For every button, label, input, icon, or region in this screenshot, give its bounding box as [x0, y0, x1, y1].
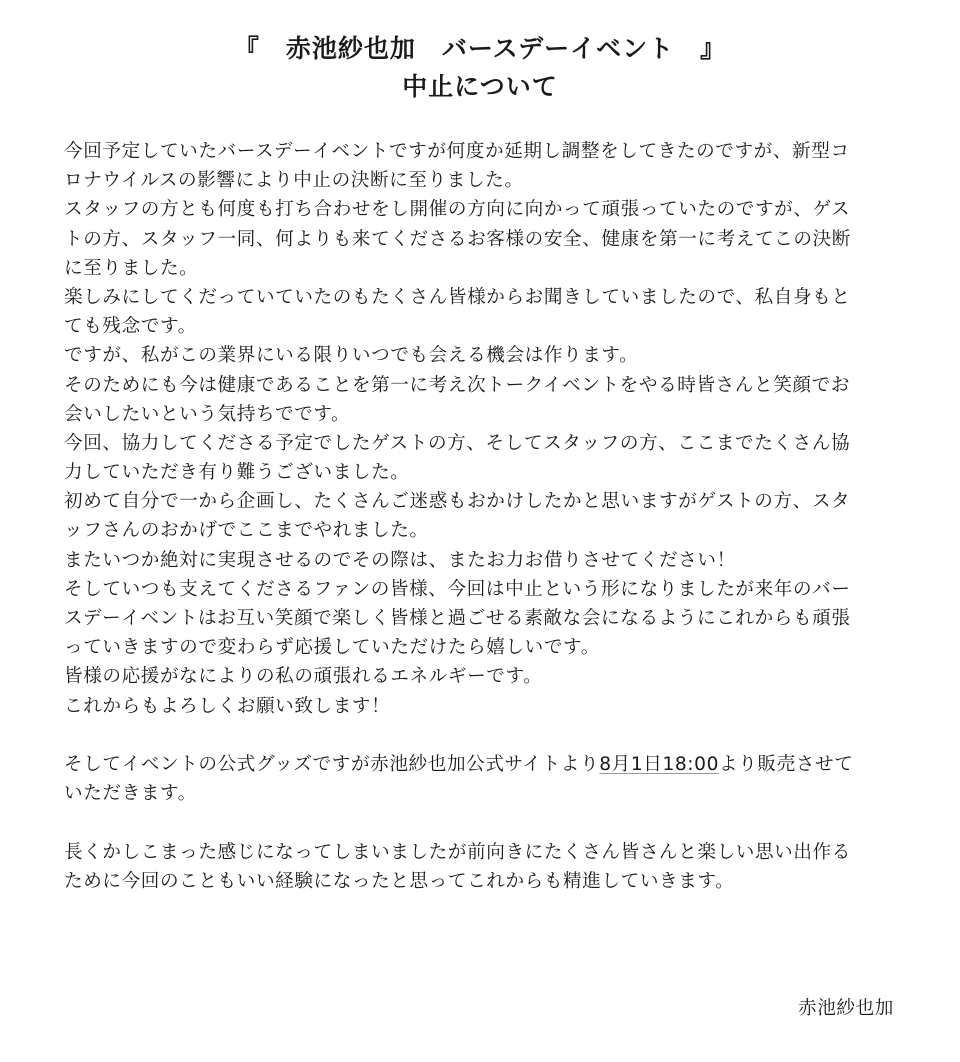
paragraph-line: そしていつも支えてくださるファンの皆様、今回は中止という形になりましたが来年のバー: [64, 578, 851, 600]
paragraph-line: トの方、スタッフ一同、何よりも来てくださるお客様の安全、健康を第一に考えてこの決断: [64, 228, 851, 250]
paragraph-line: スデーイベントはお互い笑顔で楽しく皆様と過ごせる素敵な会になるようにこれからも頑張: [64, 608, 851, 629]
paragraph-line: 力していただき有り難うございました。: [64, 462, 410, 484]
paragraph-line: ロナウイルスの影響により中止の決断に至りました。: [64, 170, 524, 192]
title-line-1: 『 赤池紗也加 バースデーイベント 』: [233, 34, 727, 63]
paragraph-line: 皆様の応援がなによりの私の頑張れるエネルギーです。: [64, 666, 543, 688]
paragraph-line: そのためにも今は健康であることを第一に考え次トークイベントをやる時皆さんと笑顔でお: [64, 374, 851, 396]
sale-date-link[interactable]: 8月1日18:00: [599, 753, 720, 775]
statement-body: [64, 137, 904, 896]
paragraph-line: 今回予定していたバースデーイベントですが何度か延期し調整をしてきたのですが、新型コ: [64, 141, 850, 162]
paragraph-line: ッフさんのおかげでここまでやれました。: [64, 520, 429, 542]
paragraph-line: 会いしたいという気持ちでです。: [64, 403, 351, 425]
paragraph-line: スタッフの方とも何度も打ち合わせをし開催の方向に向かって頑張っていたのですが、ゲス: [64, 199, 851, 221]
closing-line: 長くかしこまった感じになってしまいましたが前向きにたくさん皆さんと楽しい思い出作る: [64, 841, 851, 863]
paragraph-line: に至りました。: [64, 257, 199, 279]
goods-text-after: より販売させて: [719, 753, 854, 775]
paragraph-line: これからもよろしくお願い致します！: [64, 695, 391, 717]
signature: 赤池紗也加: [798, 998, 894, 1019]
paragraph-line: ても残念です。: [64, 316, 197, 338]
closing-line: ために今回のこともいい経験になったと思ってこれからも精進していきます。: [64, 870, 735, 892]
goods-text-before: そしてイベントの公式グッズですが赤池紗也加公式サイトより: [64, 753, 600, 775]
paragraph-line: 今回、協力してくださる予定でしたゲストの方、そしてスタッフの方、ここまでたくさん協: [64, 432, 851, 454]
paragraph-gap: [64, 721, 904, 750]
paragraph-line: っていきますので変わらず応援していただけたら嬉しいです。: [64, 637, 600, 659]
paragraph-gap: [64, 808, 904, 837]
paragraph-line: ですが、私がこの業界にいる限りいつでも会える機会は作ります。: [64, 345, 639, 367]
title-line-2: 中止について: [402, 72, 558, 101]
paragraph-line: 楽しみにしてくだっていていたのもたくさん皆様からお聞きしていましたので、私自身もと: [64, 286, 851, 308]
paragraph-line: またいつか絶対に実現させるのでその際は、またお力お借りさせてください！: [64, 549, 736, 571]
goods-announcement-line-2: いただきます。: [64, 783, 197, 805]
paragraph-line: 初めて自分で一から企画し、たくさんご迷惑もおかけしたかと思いますがゲストの方、スタ: [64, 491, 851, 513]
goods-announcement-line: [64, 750, 904, 779]
